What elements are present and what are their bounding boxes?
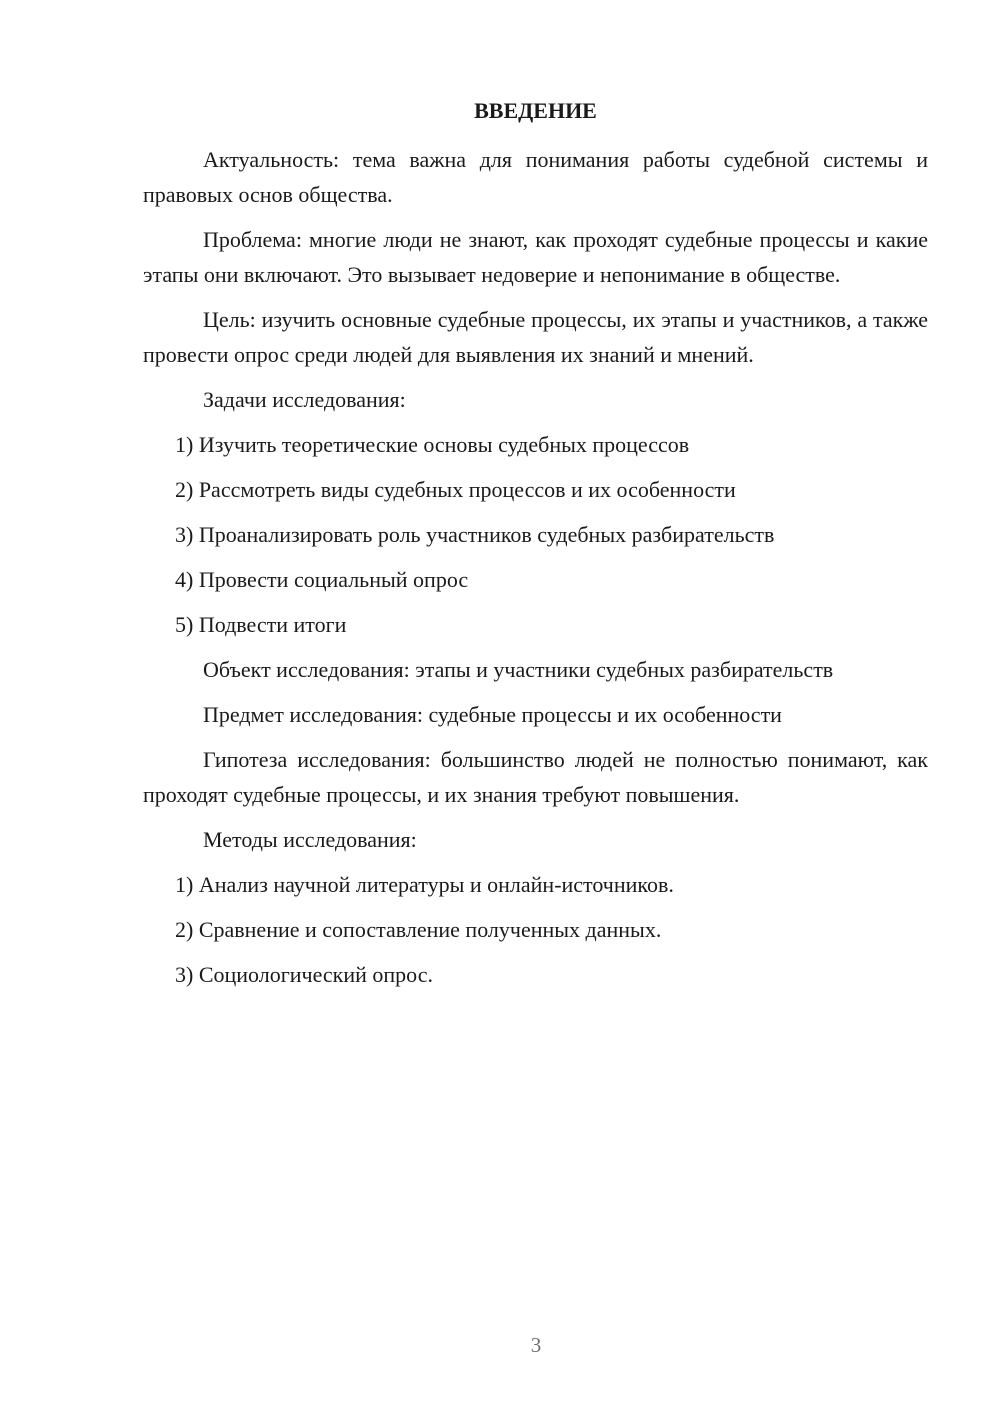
hypothesis-paragraph: Гипотеза исследования: большинство людей не полностью понимают, как проходят судебные процессы, и их знания требуют повышения. <box>143 747 928 807</box>
document-body <box>143 96 928 1002</box>
page-title: ВВЕДЕНИЕ <box>474 98 597 123</box>
object-paragraph: Объект исследования: этапы и участники судебных разбирательств <box>203 657 834 682</box>
list-item: 3) Социологический опрос. <box>175 962 433 987</box>
list-item: 5) Подвести итоги <box>175 612 347 637</box>
list-item: 2) Сравнение и сопоставление полученных данных. <box>175 917 662 942</box>
list-item: 4) Провести социальный опрос <box>175 567 469 592</box>
tasks-heading: Задачи исследования: <box>203 387 406 412</box>
methods-heading: Методы исследования: <box>203 827 417 852</box>
tasks-list <box>143 427 928 642</box>
list-item: 2) Рассмотреть виды судебных процессов и их особенности <box>175 477 736 502</box>
relevance-paragraph: Актуальность: тема важна для понимания работы судебной системы и правовых основ общества. <box>143 147 928 207</box>
problem-paragraph: Проблема: многие люди не знают, как проходят судебные процессы и какие этапы они включают. Это вызывает недоверие и непонимание в обществе. <box>143 227 928 287</box>
list-item: 1) Анализ научной литературы и онлайн-источников. <box>175 872 674 897</box>
list-item: 3) Проанализировать роль участников судебных разбирательств <box>175 522 775 547</box>
methods-list <box>143 867 928 992</box>
subject-paragraph: Предмет исследования: судебные процессы и их особенности <box>203 702 782 727</box>
page-number: 3 <box>530 1333 542 1357</box>
goal-paragraph: Цель: изучить основные судебные процессы, их этапы и участников, а также провести опрос среди людей для выявления их знаний и мнений. <box>143 307 928 367</box>
list-item: 1) Изучить теоретические основы судебных процессов <box>175 432 690 457</box>
